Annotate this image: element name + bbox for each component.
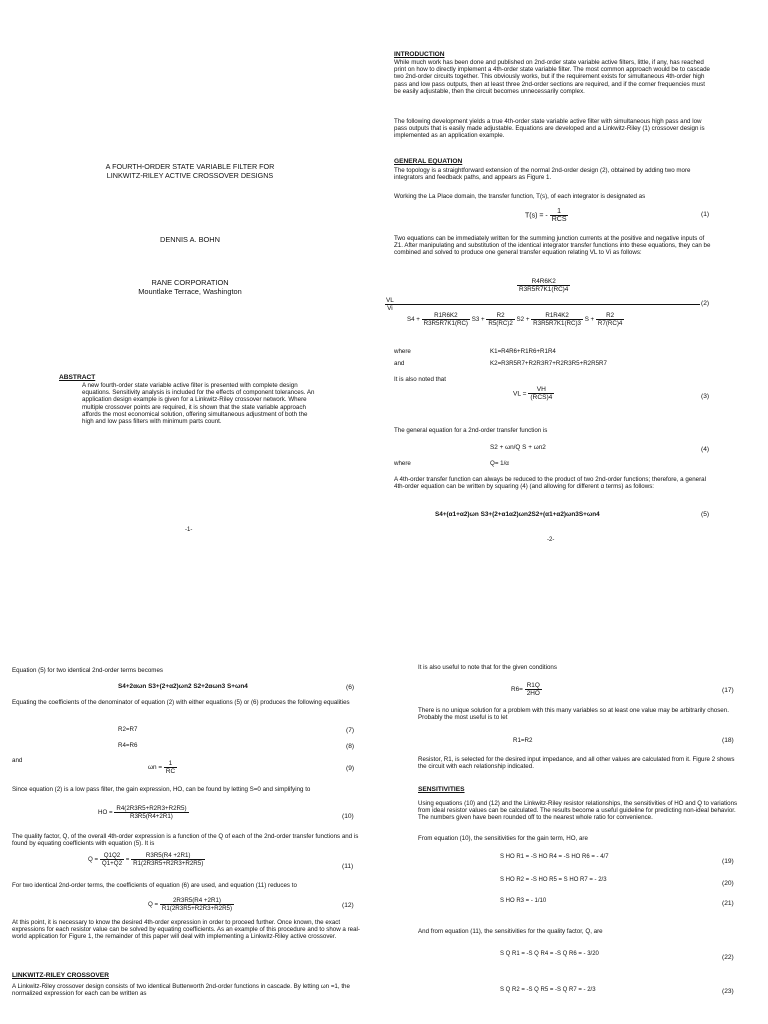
p3-paragraph-4: The quality factor, Q, of the overall 4th-order expression is a function of the Q of each of the 2nd-order transfer functions and is found by equating coefficients with equation (5). It is (12, 833, 359, 848)
equation-5: S4+(α1+α2)ωn S3+(2+α1α2)ωn2S2+(α1+α2)ωn3S+ωn4 (435, 511, 600, 518)
equation-9-number: (9) (346, 765, 355, 772)
equation-6: S4+2αωn S3+(2+α2)ωn2 S2+2αωn3 S+ωn4 (118, 683, 248, 690)
p3-paragraph-2: Equating the coefficients of the denominator of equation (2) with either equations (5) or (6) produces the following equalities (12, 699, 350, 706)
equation-10: HO = $\frac{R4(2R3R5+R2R3+R2R5)}{R3R5(R4+2R1)}$ (98, 805, 187, 820)
equation-8-number: (8) (346, 743, 355, 750)
equation-7-number: (7) (346, 727, 355, 734)
equation-17-number: (17) (722, 687, 734, 694)
equation-22: S Q R1 = -S Q R4 = -S Q R6 = - 3/20 (500, 951, 599, 957)
equation-1-number: (1) (701, 211, 710, 218)
equation-17: R6= $\frac{R1Q}{2HO}$ (511, 682, 540, 697)
general-paragraph-2: Working the La Place domain, the transfer function, T(s), of each integrator is designated as (394, 193, 646, 200)
page-2 (385, 0, 768, 560)
equation-3: VL = $\frac{VH}{\text{(RCS)4}}$ (513, 386, 553, 401)
affiliation: RANE CORPORATION Mountlake Terrace, Washington (138, 278, 242, 296)
abstract-heading: ABSTRACT (59, 374, 96, 381)
equation-3-number: (3) (701, 393, 710, 400)
equation-4-q-definition: Q= 1/α (490, 460, 509, 467)
equation-2-lhs: $\frac{VL}{Vi}$ (386, 297, 394, 312)
equation-21-number: (21) (722, 900, 734, 907)
linkwitz-riley-heading: LINKWITZ-RILEY CROSSOVER (12, 972, 109, 979)
k2-definition: K2=R3R5R7+R2R3R7+R2R3R5+R2R5R7 (490, 360, 607, 367)
intro-paragraph-1: While much work has been done and published on 2nd-order state variable active filters, little, if any, has reached print on how to directly implement a 4th-order state variable filter. The most common approach would be to cascade two 2nd-order circuits together. This obviously works, but if the requirement exists for simultaneous 4th-order high pass and low pass outputs, then at least three 2nd-order sections are required, and if the corner frequencies must be easily adjustable, then the circuit becomes unnecessarily complex. (394, 59, 710, 95)
equation-18: R1=R2 (513, 737, 533, 744)
p3-paragraph-6: At this point, it is necessary to know the desired 4th-order expression in order to proceed further. Once known, the exact expressions for each resistor value can be solved by equating coefficients. As an example of this procedure and to show a real-world application for Figure 1, the remainder of this paper will deal with implementing a Linkwitz-Riley active crossover. (12, 919, 360, 941)
page-number: -1- (185, 527, 193, 533)
noted-text: It is also noted that (394, 376, 446, 383)
p4-paragraph-2: There is no unique solution for a problem with this many variables so at least one value may be arbitrarily chosen. Probably the most useful is to let (418, 707, 729, 722)
sensitivities-heading: SENSITIVITIES (418, 786, 465, 793)
equation-18-number: (18) (722, 737, 734, 744)
general-paragraph-4: The general equation for a 2nd-order transfer function is (394, 427, 548, 434)
p4-paragraph-3: Resistor, R1, is selected for the desired input impedance, and all other values are calculated from it. Figure 2 shows the circuit with each relationship indicated. (418, 756, 735, 771)
equation-2-top-fraction: $\frac{R4R6K2}{R3R5R7K1(RC)4}$ (519, 278, 569, 293)
equation-2-main-bar (395, 304, 700, 305)
p4-paragraph-5: From equation (10), the sensitivities for the gain term, HO, are (418, 835, 588, 842)
equation-8: R4=R6 (118, 742, 138, 749)
p3-paragraph-3: Since equation (2) is a low pass filter, the gain expression, HO, can be found by letting S=0 and simplifying to (12, 786, 311, 793)
equation-2-number: (2) (701, 300, 710, 307)
author-name: DENNIS A. BOHN (160, 235, 220, 244)
p3-and-label: and (12, 757, 23, 764)
page-number: -2- (547, 537, 555, 543)
equation-10-number: (10) (342, 813, 354, 820)
equation-21: S HO R3 = - 1/10 (500, 898, 547, 904)
p3-paragraph-5: For two identical 2nd-order terms, the coefficients of equation (6) are used, and equation (11) reduces to (12, 882, 297, 889)
k2-and-label: and (394, 360, 405, 367)
p4-paragraph-1: It is also useful to note that for the given conditions (418, 664, 557, 671)
general-paragraph-3: Two equations can be immediately written for the summing junction currents at the positive and negative inputs of Z1. After manipulating and substitution of the identical integrator transfer functions into these equations, they can be combined and solved to produce one general transfer equation relating VL to Vi as follows: (394, 235, 711, 257)
p4-paragraph-4: Using equations (10) and (12) and the Linkwitz-Riley resistor relationships, the sensitivities of HO and Q to variations from ideal resistor values can be calculated. The results become a useful guideline for predicting non-ideal behavior. The numbers given have been rounded off to the nearest whole ratio for convenience. (418, 800, 738, 822)
equation-4-number: (4) (701, 446, 710, 453)
equation-12: Q = $\frac{2R3R5(R4 +2R1)}{R1(2R3R5+R2R3+R2R5)}$ (148, 897, 233, 912)
equation-20: S HO R2 = -S HO R5 = S HO R7 = - 2/3 (500, 877, 607, 883)
equation-22-number: (22) (722, 954, 734, 961)
equation-11: Q = $\frac{Q1Q2}{Q1+Q2}$ = $\frac{R3R5(R4 +2R1)}{R1(2R3R5+R2R3+R2R5)}$ (88, 852, 204, 867)
intro-paragraph-2: The following development yields a true 4th-order state variable active filter with simultaneous high pass and low pass outputs that is easily made adjustable. Equations are developed and a Linkwitz-Riley (1) crossover design is implemented as an application example. (394, 118, 705, 140)
page-4 (385, 650, 768, 1024)
equation-7: R2=R7 (118, 726, 138, 733)
p3-paragraph-7: A Linkwitz-Riley crossover design consists of two identical Butterworth 2nd-order functions in cascade. By letting ωn =1, the normalized expression for each can be written as (12, 983, 350, 998)
page-1 (0, 0, 383, 560)
equation-23-number: (23) (722, 988, 734, 995)
equation-4-where: where (394, 460, 411, 467)
page-3 (0, 650, 383, 1024)
equation-6-number: (6) (346, 684, 355, 691)
equation-1: T(s) = - $\frac{1}{\text{RCS}}$ (525, 208, 567, 223)
abstract-text: A new fourth-order state variable active filter is presented with complete design equations. Sensitivity analysis is included for the effects of component tolerances. An application design example is given for a Linkwitz-Riley crossover network. Where multiple crossover points are required, it is shown that the state variable approach affords the most economical solution, offering simultaneous adjustment of both the high and low pass filters with minimum parts count. (82, 382, 315, 426)
general-paragraph-1: The topology is a straightforward extension of the normal 2nd-order design (2), obtained by adding two more integrators and feedback paths, and appears as Figure 1. (394, 167, 691, 182)
general-paragraph-5: A 4th-order transfer function can always be reduced to the product of two 2nd-order functions; therefore, a general 4th-order equation can be written by squaring (4) (and allowing for different α terms) as follows: (394, 476, 706, 491)
equation-11-number: (11) (342, 863, 354, 870)
equation-23: S Q R2 = -S Q R5 = -S Q R7 = - 2/3 (500, 987, 596, 993)
equation-19-number: (19) (722, 858, 734, 865)
equation-12-number: (12) (342, 902, 354, 909)
k1-definition: K1=R4R6+R1R6+R1R4 (490, 348, 556, 355)
p3-paragraph-1: Equation (5) for two identical 2nd-order terms becomes (12, 667, 163, 674)
equation-4: S2 + ωn/Q S + ωn2 (490, 444, 546, 451)
equation-2-denominator: S4 + $\frac{R1R6K2}{R3R5R7K1(RC)}$ S3 + $\frac{R2}{R5(RC)2}$ S2 + $\frac{R1R4K2}{R3R5R7K1(RC)3}$ S + $\frac{R2}{R7(RC)4}$ (407, 312, 623, 327)
paper-title: A FOURTH-ORDER STATE VARIABLE FILTER FOR LINKWITZ-RILEY ACTIVE CROSSOVER DESIGNS (105, 162, 275, 180)
introduction-heading: INTRODUCTION (394, 51, 445, 58)
equation-19: S HO R1 = -S HO R4 = -S HO R6 = - 4/7 (500, 854, 609, 860)
general-equation-heading: GENERAL EQUATION (394, 158, 463, 165)
p4-paragraph-6: And from equation (11), the sensitivities for the quality factor, Q, are (418, 928, 603, 935)
equation-20-number: (20) (722, 880, 734, 887)
equation-5-number: (5) (701, 511, 710, 518)
k1-where-label: where (394, 348, 411, 355)
equation-9: ωn = $\frac{1}{RC}$ (148, 760, 176, 775)
